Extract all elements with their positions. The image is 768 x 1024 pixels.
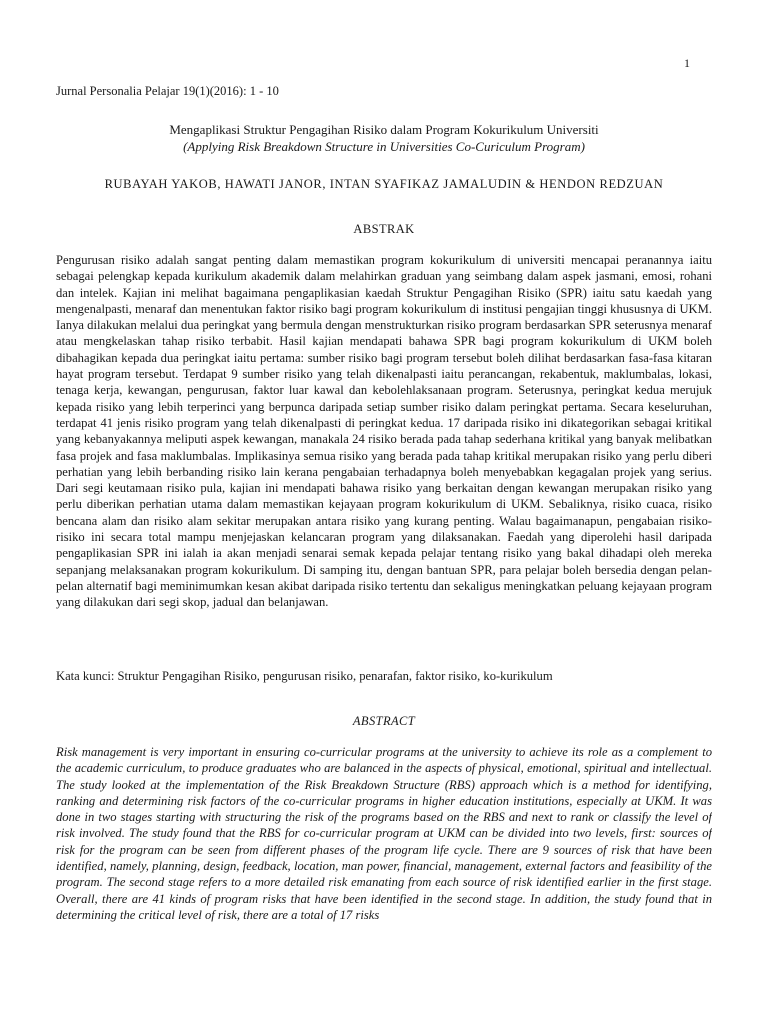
abstrak-heading: ABSTRAK <box>353 222 415 236</box>
keywords: Kata kunci: Struktur Pengagihan Risiko, pengurusan risiko, penarafan, faktor risiko, ko-kurikulum <box>56 669 553 683</box>
abstract-body: Risk management is very important in ensuring co-curricular programs at the university to achieve its role as a complement to the academic curriculum, to produce graduates who are balanced in the aspects of physical, emotional, spiritual and intellectual. The study looked at the implementation of the Risk Breakdown Structure (RBS) approach which is a method for identifying, ranking and determining risk factors of the co-curricular programs in higher education institutions, especially at UKM. It was done in two stages starting with structuring the risk of the programs based on the RBS and next to rank or classify the level of risk involved. The study found that the RBS for co-curricular program at UKM can be divided into two levels, first: sources of risk for the program can be seen from different phases of the program life cycle. There are 9 sources of risk that have been identified, namely, planning, design, feedback, location, man power, financial, management, external factors and feasibility of the program. The second stage refers to a more detailed risk emanating from each source of risk identified earlier in the first stage. Overall, there are 41 kinds of program risks that have been identified in the second stage. In addition, the study found that in determining the critical level of risk, there are a total of 17 risks <box>56 745 712 922</box>
paper-title-malay: Mengaplikasi Struktur Pengagihan Risiko dalam Program Kokurikulum Universiti <box>169 122 599 137</box>
page-number: 1 <box>684 56 690 70</box>
journal-reference: Jurnal Personalia Pelajar 19(1)(2016): 1 - 10 <box>56 84 279 98</box>
author-list: RUBAYAH YAKOB, HAWATI JANOR, INTAN SYAFIKAZ JAMALUDIN & HENDON REDZUAN <box>104 177 664 191</box>
abstrak-body: Pengurusan risiko adalah sangat penting dalam memastikan program kokurikulum di universiti mencapai peranannya iaitu sebagai pelengkap kepada kurikulum akademik dalam melahirkan graduan yang seimbang dalam aspek jasmani, emosi, rohani dan intelek. Kajian ini melihat bagaimana pengaplikasian kaedah Struktur Pengagihan Risiko (SPR) iaitu satu kaedah yang mengenalpasti, menaraf dan menentukan faktor risiko bagi program kokurikulum di institusi pengajian tinggi khususnya di UKM. Ianya dilakukan melalui dua peringkat yang bermula dengan menstrukturkan risiko program berdasarkan SPR seterusnya menaraf atau mengkelaskan tahap risiko terbabit. Hasil kajian mendapati bahawa SPR bagi program kokurikulum di UKM boleh dibahagikan kepada dua peringkat iaitu pertama: sumber risiko bagi program tersebut boleh dilihat berdasarkan fasa-fasa kitaran hayat program tersebut. Terdapat 9 sumber risiko yang telah dikenalpasti iaitu perancangan, rekabentuk, maklumbalas, lokasi, tenaga kerja, kewangan, pengurusan, faktor luar kawal dan kebolehlaksanaan program. Seterusnya, peringkat kedua merujuk kepada risiko yang lebih terperinci yang berpunca daripada setiap sumber risiko dalam peringkat pertama. Secara keseluruhan, terdapat 41 jenis risiko program yang telah dikenalpasti di peringkat kedua. 17 daripada risiko ini dikategorikan sebagai kritikal yang kebanyakannya meliputi aspek kewangan, manakala 24 risiko berada pada tahap sederhana kritikal yang banyak melibatkan fasa projek and fasa maklumbalas. Implikasinya semua risiko yang berada pada tahap kritikal merupakan risiko yang perlu diberi perhatian yang lebih berbanding risiko lain kerana pengabaian terhadapnya boleh menyebabkan kegagalan projek yang serius. Dari segi keutamaan risiko pula, kajian ini mendapati bahawa risiko yang berkaitan dengan kewangan merupakan risiko yang perlu diberikan perhatian utama dalam memastikan kejayaan program kokurikulum di UKM. Sebaliknya, risiko cuaca, risiko bencana alam dan risiko alam sekitar merupakan antara risiko yang kurang penting. Walau bagaimanapun, pengabaian risiko-risiko ini secara total mampu menjejaskan kelancaran program yang dilaksanakan. Faedah yang diperolehi hasil daripada pengaplikasian SPR ini ialah ia akan menjadi senarai semak kepada pelajar tentang risiko yang bakal dihadapi oleh mereka sepanjang melaksanakan program kokurikulum. Di samping itu, dengan bantuan SPR, para pelajar boleh bersedia dengan pelan-pelan alternatif bagi meminimumkan kesan akibat daripada risiko tertentu dan sekaligus meningkatkan peluang kejayaan program yang dilakukan dari segi skop, jadual dan belanjawan. <box>56 253 712 610</box>
abstract-heading: ABSTRACT <box>352 714 416 728</box>
paper-title-english: (Applying Risk Breakdown Structure in Universities Co-Curiculum Program) <box>183 139 585 154</box>
